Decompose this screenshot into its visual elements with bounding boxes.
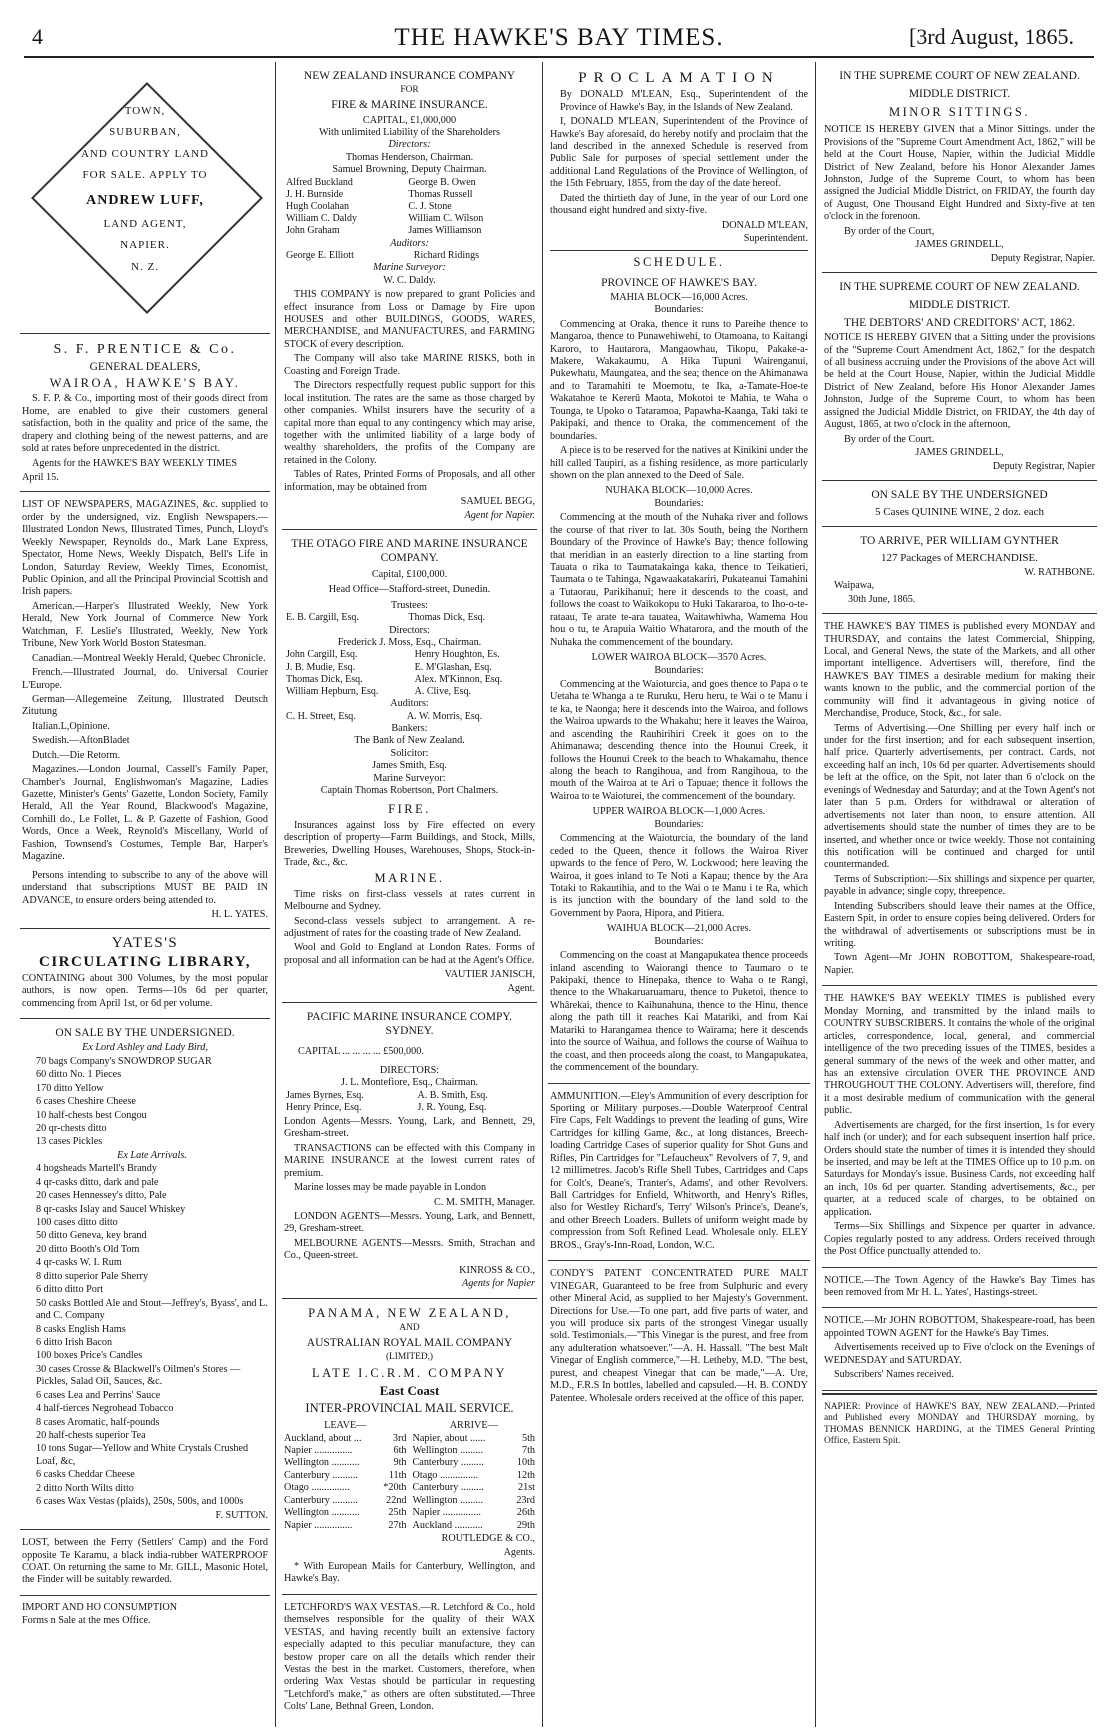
otago-directors-table xyxy=(284,649,535,698)
court2-order: By order of the Court. xyxy=(844,433,935,445)
otago-office: Head Office—Stafford-street, Dunedin. xyxy=(328,584,491,596)
column-3 xyxy=(548,62,810,1727)
court-debtors-creditors xyxy=(822,273,1097,481)
prentice-heading: S. F. PRENTICE & Co. xyxy=(53,342,237,357)
boundaries-label: Boundaries: xyxy=(654,818,704,830)
lower-wairoa-body: Commencing at the Waioturcia, and goes thence to Papa o te Uetaha te Whanga a te Ruruku, Heru heru, te Wai o te Manu i te ka, te Naonga; here it descends into the Wairoa, and follows the Wairoa upwards to the Whakahu; here it leaves the Wairoa, and ascending the Rauhirihiri Creek it goes on to the Ahimanawa; descending thence into the Hounui Creek, it follows the Hounui Creek to the beach to Whakamahu, thence along the beach to Rangihoua, and from Rangihoua, to the mouth of the Wairoa at te Ari o Tapuae; thence it follows the Wairoa to te Waioturei, the commencement of the boundary. xyxy=(550,678,808,802)
otago-marine-head: MARINE. xyxy=(374,871,445,886)
leave-day: 3rd xyxy=(392,1432,407,1444)
sutton-item: 20 ditto Booth's Old Tom xyxy=(36,1243,140,1255)
column-2 xyxy=(282,62,537,1727)
director: J. H. Burnside xyxy=(286,188,344,200)
director: John Cargill, Esq. xyxy=(286,649,358,661)
arrive-day: 29th xyxy=(516,1519,535,1531)
nuhaka-body: Commencing at the mouth of the Nuhaka river and follows the course of that river to lat. 30s South, being the Northern Boundary of the Province of Hawke's Bay; thence following that meridian in an easterly direction to a line starting from Tauata o rika to Taumatakainga kaka, thence to Teikatieri, Taumata o te Tahinga, Ngawaakatakariri, Pukateanui Tamahini a Tutaorau, Parikihanui; here it descends to the coast, and follows the coast to Waikokopu to Huki Takararoa, to Iho-o-te-rataau, Te arate te-ara tauatea, Waitawhiwha, Wamema Hou hou o tu, te Arapuia Waitio Whatarora, and the mouth of the Nuhaka the commencement of the boundary. xyxy=(550,512,808,648)
pacific-manager: C. M. SMITH, Manager. xyxy=(433,1196,535,1208)
trustee: E. B. Cargill, Esq. xyxy=(286,612,359,624)
times-p3: Terms of Subscription:—Six shillings and sixpence per quarter, payable in advance; single copy, threepence. xyxy=(824,873,1095,898)
director: C. J. Stone xyxy=(408,201,452,213)
prentice-place: WAIROA, HAWKE'S BAY. xyxy=(49,376,241,391)
weekly-p3: Terms—Six Shillings and Sixpence per quarter in advance. Copies regularly posted to any address. Orders received through the Post Office punctually attended to. xyxy=(824,1221,1095,1258)
notice2-body2: Advertisements received up to Five o'clock on the Evenings of WEDNESDAY and SATURDAY. xyxy=(824,1342,1095,1366)
times-p4: Intending Subscribers should leave their names at the Office, Eastern Spit, in order to ensure copies being delivered. Orders for the withdrawal of advertisements or subscriptions must be in writing. xyxy=(824,900,1095,950)
import-body: Forms n Sale at the mes Office. xyxy=(22,1615,151,1627)
times-p1: THE HAWKE'S BAY TIMES is published every MONDAY and THURSDAY, and contains the latest Commercial, Shipping, Local, and General News, the state of the Markets, and all other important intelligence. Advertisers will, therefore, find the HAWKE'S BAY TIMES a desirable medium for making their wants known to the public, and the commercial portion of the community will find it advantageous in giving notice of Merchandise, Produce, Stock, &c., for sale. xyxy=(824,621,1095,720)
leave-day: 6th xyxy=(393,1445,407,1456)
director: James Byrnes, Esq. xyxy=(286,1089,364,1101)
sutton-advert xyxy=(20,1019,270,1530)
sutton-item: 20 cases Hennessey's ditto, Pale xyxy=(36,1190,167,1202)
newspapers-american: American.—Harper's Illustrated Weekly, New York Herald, New York Journal of Commerce New York Watchman, F. Leslie's Illustrated, Weekly, New York Tribune, New York World Boston Statesman. xyxy=(22,600,268,650)
notice2-body: NOTICE.—Mr JOHN ROBOTTOM, Shakespeare-road, has been appointed TOWN AGENT for the Hawke's Bay Times. xyxy=(824,1315,1095,1339)
boundaries-label: Boundaries: xyxy=(654,497,704,509)
nzins-surveyor: W. C. Daldy. xyxy=(383,274,436,286)
notice-agency-removed xyxy=(822,1268,1097,1309)
newspapers-swedish: Swedish.—AftonBladet xyxy=(32,735,130,747)
arrive-port: Wellington ......... xyxy=(412,1494,483,1506)
quinine-heading: ON SALE BY THE UNDERSIGNED xyxy=(871,488,1048,501)
arrive-day: 21st xyxy=(518,1482,535,1494)
luff-line: FOR SALE. APPLY TO xyxy=(82,169,208,182)
arrive-heading: ARRIVE— xyxy=(449,1420,498,1432)
column-rule xyxy=(542,62,543,1727)
newspapers-advert xyxy=(20,492,270,929)
arrive-day: 7th xyxy=(521,1445,535,1456)
sutton-item: 4 qr-casks W. I. Rum xyxy=(36,1257,122,1269)
nzins-deputy: Samuel Browning, Deputy Chairman. xyxy=(332,164,487,176)
gynther-sign: W. RATHBONE. xyxy=(1024,566,1095,578)
arrive-day: 5th xyxy=(521,1432,535,1444)
sutton-ship: Ex Lord Ashley and Lady Bird, xyxy=(82,1042,208,1054)
leave-list xyxy=(284,1420,407,1532)
nzins-p4: Tables of Rates, Printed Forms of Proposals, and all other information, may be obtained from xyxy=(284,469,535,493)
leave-heading: LEAVE— xyxy=(324,1420,367,1432)
quinine-body: 5 Cases QUININE WINE, 2 doz. each xyxy=(874,505,1045,518)
proc-sign2: Superintendent. xyxy=(743,233,808,245)
quinine-advert xyxy=(822,481,1097,527)
imprint xyxy=(822,1393,1097,1456)
otago-heading: THE OTAGO FIRE AND MARINE INSURANCE COMPANY. xyxy=(291,538,528,565)
sutton-item: 70 bags Company's SNOWDROP SUGAR xyxy=(36,1055,212,1067)
nzins-sign2: Agent for Napier. xyxy=(464,509,535,521)
leave-port: Napier ............... xyxy=(284,1445,353,1456)
prentice-body: S. F. P. & Co., importing most of their goods direct from Home, are enabled to give their customers general satisfaction, both in the quality and price of the same, the drapery and clothing being of the newest patterns, and are sold at rates before unprecedented in the district. xyxy=(22,393,268,455)
ammunition-advert xyxy=(548,1084,810,1262)
newspapers-sign: H. L. YATES. xyxy=(211,908,268,920)
director: Alfred Buckland xyxy=(286,176,353,188)
otago-solicitor-head: Solicitor: xyxy=(390,747,429,759)
arrive-day: 26th xyxy=(516,1507,535,1519)
times-terms xyxy=(822,614,1097,986)
pacific-sign2: Agents for Napier xyxy=(461,1278,535,1290)
upper-wairoa-heading: UPPER WAIROA BLOCK—1,000 Acres. xyxy=(592,806,766,818)
court1-minor: MINOR SITTINGS. xyxy=(889,105,1030,120)
import-heading: IMPORT AND HO CONSUMPTION xyxy=(22,1601,178,1613)
prentice-date: April 15. xyxy=(22,471,59,483)
director: Henry Prince, Esq. xyxy=(286,1101,362,1113)
yates-body: CONTAINING about 300 Volumes, by the most popular authors, is now open. Terms—10s 6d per quarter, commencing from April 1st, or 6d per volume. xyxy=(22,973,268,1009)
sutton-item: 6 cases Wax Vestas (plaids), 250s, 500s, and 1000s xyxy=(36,1496,244,1508)
nzins-directors-table xyxy=(284,177,535,238)
leave-day: 9th xyxy=(393,1457,407,1469)
court1-sign: JAMES GRINDELL, xyxy=(915,239,1004,251)
panama-mail-advert xyxy=(282,1299,537,1595)
panama-and: AND xyxy=(399,1322,420,1333)
pacific-p1: TRANSACTIONS can be effected with this Company in MARINE INSURANCE at the lowest current rates of premium. xyxy=(284,1142,535,1179)
lower-wairoa-heading: LOWER WAIROA BLOCK—3570 Acres. xyxy=(591,652,767,664)
court2-sign2: Deputy Registrar, Napier xyxy=(992,460,1095,472)
pacific-p4: MELBOURNE AGENTS—Messrs. Smith, Strachan and Co., Queen-street. xyxy=(284,1237,535,1262)
otago-fire: Insurances against loss by Fire effected on every description of property—Farm Buildings, and Stock, Mills, Breweries, Dwelling Houses, Warehouses, Shops, Stock-in-Trade, &c., &c. xyxy=(284,819,535,868)
otago-sign2: Agent. xyxy=(507,982,535,994)
sutton-sign: F. SUTTON. xyxy=(215,1509,268,1521)
panama-schedule xyxy=(284,1420,535,1532)
panama-service: INTER-PROVINCIAL MAIL SERVICE. xyxy=(305,1400,514,1415)
gynther-body: 127 Packages of MERCHANDISE. xyxy=(880,552,1039,565)
director: William Hepburn, Esq. xyxy=(286,685,379,697)
import-forms-advert xyxy=(20,1596,270,1635)
proclamation xyxy=(548,62,810,1084)
page-number: 4 xyxy=(32,24,43,49)
leave-day: 11th xyxy=(388,1469,407,1481)
sutton-item: 10 tons Sugar—Yellow and White Crystals Crushed Loaf, &c, xyxy=(36,1443,249,1467)
leave-port: Wellington ........... xyxy=(284,1507,360,1519)
director: Thomas Russell xyxy=(408,188,473,200)
pacific-p2: Marine losses may be made payable in London xyxy=(294,1182,487,1194)
arrive-list xyxy=(413,1420,536,1532)
nzins-for: FOR xyxy=(400,85,419,96)
otago-surveyor: Captain Thomas Robertson, Port Chalmers. xyxy=(320,784,499,796)
panama-sign: ROUTLEDGE & CO., xyxy=(441,1533,535,1545)
luff-line: AND COUNTRY LAND xyxy=(80,147,210,160)
waihua-heading: WAIHUA BLOCK—21,000 Acres. xyxy=(606,923,752,935)
panama-late: LATE I.C.R.M. COMPANY xyxy=(311,1365,508,1380)
sutton-item: 30 cases Crosse & Blackwell's Oilmen's Stores —Pickles, Salad Oil, Sauces, &c. xyxy=(36,1363,241,1388)
boundaries-label: Boundaries: xyxy=(654,304,704,316)
director: A. Clive, Esq. xyxy=(414,685,472,697)
sutton-item: 4 half-tierces Negrohead Tobacco xyxy=(36,1403,174,1415)
newspapers-canadian: Canadian.—Montreal Weekly Herald, Quebec Chronicle. xyxy=(32,652,266,664)
panama-east-coast: East Coast xyxy=(379,1383,440,1399)
prentice-advert xyxy=(20,334,270,492)
masthead xyxy=(24,18,1094,58)
luff-country: N. Z. xyxy=(131,260,159,273)
sutton-item: 100 cases ditto ditto xyxy=(36,1217,118,1229)
proc-by: By DONALD M'LEAN, Esq., Superintendent of the Province of Hawke's Bay, in the Islands of New Zealand. xyxy=(560,89,808,113)
weekly-p1: THE HAWKE'S BAY WEEKLY TIMES is published every Monday Morning, and transmitted by the inland mails to COUNTRY SUBSCRIBERS. It contains the whole of the original articles, correspondence, local, general, and commercial intelligence of the two preceding issues of the TIMES, besides a general summary of the news of the week and other matter, and has an extensive circulation OVER THE PROVINCE AND THROUGHOUT THE COLONY. Advertisers will, therefore, find it a most desirable medium of communication with the general public. xyxy=(824,993,1095,1117)
court1-sign2: Deputy Registrar, Napier. xyxy=(990,252,1095,264)
condy-advert xyxy=(548,1261,810,1413)
times-p2: Terms of Advertising.—One Shilling per every half inch or under for the first insertion; and for each subsequent insertion, half price. Quarterly advertisements, per contract. Cards, not exceeding half an inch, 10s 6d per quarter. Advertisements should be left at the office, on the Spit, not later than 6 o'clock on the evenings of Wednesday and Saturday; and at the Town Agent's not later than 5 p.m. Orders for withdrawal or alteration of advertisements not later than noon, to ensure attention. All advertisements should state the number of times they are to be inserted, and whether once or twice weekly. Those not containing this notification will be continued and charged for until countermanded. xyxy=(824,722,1095,871)
sutton-item: 6 ditto ditto Port xyxy=(36,1284,104,1296)
sutton-item: 10 half-chests best Congou xyxy=(36,1109,147,1121)
luff-advert xyxy=(20,62,270,334)
director: J. R. Young, Esq. xyxy=(417,1101,487,1113)
upper-wairoa-body: Commencing at the Waioturcia, the boundary of the land ceded to the Queen, thence it follows the Wairoa River upwards to the fence of Pero, W. Lockwood; here leaving the Wairoa, it goes inland to Te Noti a Kapau; thence by the Ara Totaki to Rakautihia, and to the Wai o te Manu i te Ra, which is its junction with the boundary of the land sold to the Government by Paora, Hipora, and Pitiera. xyxy=(550,833,808,919)
trustee: Thomas Dick, Esq. xyxy=(408,612,486,624)
arrive-port: Canterbury ......... xyxy=(412,1457,484,1469)
proc-schedule: SCHEDULE. xyxy=(550,250,808,270)
nzins-directors-head: Directors: xyxy=(388,139,431,151)
luff-name: ANDREW LUFF, xyxy=(86,192,204,208)
court1-heading: IN THE SUPREME COURT OF NEW ZEALAND. xyxy=(839,70,1080,82)
otago-auditors-head: Auditors: xyxy=(390,698,429,710)
leave-port: Wellington ........... xyxy=(284,1457,360,1469)
nzins-sign: SAMUEL BEGG, xyxy=(460,496,535,508)
arrive-port: Napier ............... xyxy=(412,1507,481,1519)
nzins-auditors-table xyxy=(284,250,535,262)
ammunition-body: AMMUNITION.—Eley's Ammunition of every description for Sporting or Military purposes.—Double Waterproof Central Fire Caps, Felt Waddings to prevent the leading of guns, Wire Cartridges for killing Game, &c., at long distances, Breech-loading Cartridge Cases of superior quality for Shot Guns and Rifles, Pin Cartridges for "Lefaucheux" Revolvers of 7, 9, and 12 millimetres. Jacob's Rifle Shell Tubes, Cartridges and Caps for Colt's, Deane's, Tranter's, Adams', and other Revolvers. Ball Cartridges for Enfield, Whitworth, and Henry's Rifles, also for Westley Richard's, Terry' Wilson's Prince's, Deane's, and other Breech Loaders. Bullets of uniform weight made by compression from Soft Refined Lead. Wholesale only. ELEY BROS., Gray's-Inn-Road, London, W.C. xyxy=(550,1090,808,1251)
sutton-item: 20 qr-chests ditto xyxy=(36,1122,107,1134)
panama-note: * With European Mails for Canterbury, Wellington, and Hawke's Bay. xyxy=(284,1560,535,1585)
sutton-item: 8 qr-casks Islay and Saucel Whiskey xyxy=(36,1203,186,1215)
otago-bankers: The Bank of New Zealand. xyxy=(354,735,465,747)
weekly-p2: Advertisements are charged, for the first insertion, 1s for every half inch (or under); and for each subsequent insertion half price. Orders should state the number of times it is intended they should be inserted, and may be left at the TIMES Office up to 10 p.m. on Saturdays for Monday's issue. Business Cards, not exceeding half an inch, 10s 6d per quarter. Standing advertisements, &c., per quarter, at a reduced scale of charges, to be obtained on application. xyxy=(824,1119,1095,1218)
proc-sign: DONALD M'LEAN, xyxy=(721,219,808,231)
otago-directors-head: Directors: xyxy=(389,624,430,636)
column-4 xyxy=(822,62,1097,1727)
otago-auditors-table xyxy=(284,711,535,723)
notice1-body: NOTICE.—The Town Agency of the Hawke's Bay Times has been removed from Mr H. L. Yates', Hastings-street. xyxy=(824,1274,1095,1298)
arrive-port: Otago ............... xyxy=(412,1469,479,1481)
column-rule xyxy=(275,62,276,1727)
leave-port: Otago ............... xyxy=(284,1482,350,1494)
lost-body: LOST, between the Ferry (Settlers' Camp) and the Ford opposite Te Karamu, a black india-rubber WATERPROOF COAT. On returning the same to Mr. GILL, Masonic Hotel, the Finder will be suitably rewarded. xyxy=(22,1537,268,1586)
panama-sub: AUSTRALIAN ROYAL MAIL COMPANY xyxy=(306,1337,513,1350)
condy-body: CONDY'S PATENT CONCENTRATED PURE MALT VINEGAR, Guaranteed to be free from Sulphuric and every other Mineral Acid, as supplied to her Majesty's Government. Directions for Use.—To one part, add five parts of water, and you will produce six parts of the strongest Vinegar usually sold. Testimonials.—"This Vinegar is the purest, and free from any adulteration whatsoever."—A. H. Hassall. "The best Malt Vinegar of English commerce,"—H. Letheby, M.D. "The best, purest, and cheapest Vinegar that can be made,"—A. Ure, M.D., F.R.S In bottles, labelled and capsuled.—H. B. CONDY Patentee. Wholesale orders received at the office of this paper. xyxy=(550,1268,808,1404)
sutton-item: 4 hogsheads Martell's Brandy xyxy=(36,1163,157,1175)
arrive-port: Canterbury ......... xyxy=(412,1482,484,1494)
otago-surveyor-head: Marine Surveyor: xyxy=(373,772,446,784)
waihua-body: Commencing on the coast at Mangapukatea thence proceeds inland ascending to Waiorangi thence to Taumaro o te Pakipaki, thence to Hinepaka, thence to Waha o te Rangi, thence to the Whakaruaruamaru, thence to Puketoi, thence to Whārekai, thence to Kaihunahuna, thence to the Hinu, thence along the path till it reaches Kai Matariki, and from Kai Matariki to Harangamea thence to Wairama; here it descends into the source of Waihua, and follows the course of Waihua to the coast, and then proceeds along the coast, to Mangapukatea, the commencement of the boundary. xyxy=(550,950,808,1074)
yates-heading: YATES'S xyxy=(111,935,179,952)
nzins-p2: The Company will also take MARINE RISKS, both in Coasting and Foreign Trade. xyxy=(284,353,535,377)
nuhaka-heading: NUHAKA BLOCK—10,000 Acres. xyxy=(605,485,753,497)
nzins-surveyor-head: Marine Surveyor: xyxy=(373,262,446,274)
newspapers-french: French.—Illustrated Journal, do. Universal Courier L'Europe. xyxy=(22,667,268,691)
arrive-day: 23rd xyxy=(516,1494,535,1506)
auditor: A. W. Morris, Esq. xyxy=(406,710,483,722)
sutton-item: 8 casks English Hams xyxy=(36,1323,126,1335)
otago-bankers-head: Bankers: xyxy=(391,722,428,734)
proc-body: I, DONALD M'LEAN, Superintendent of the Province of Hawke's Bay aforesaid, do hereby notify and proclaim that the land described in the annexed Schedule is reserved from Public Sale for purposes of special settlement under the additional Land Regulations of the Province of Wellington, of the 15th February, 1855, from the day of the date hereof. xyxy=(550,116,808,190)
lost-coat-advert xyxy=(20,1530,270,1596)
prentice-agents: Agents for the HAWKE'S BAY WEEKLY TIMES xyxy=(32,457,238,469)
otago-m1: Time risks on first-class vessels at rates current in Melbourne and Sydney. xyxy=(284,888,535,913)
gynther-advert xyxy=(822,527,1097,614)
sutton-item: 100 boxes Price's Candles xyxy=(36,1350,143,1362)
issue-date: [3rd August, 1865. xyxy=(909,24,1074,49)
sutton-item: 8 cases Aromatic, half-pounds xyxy=(36,1416,160,1428)
leave-port: Canterbury .......... xyxy=(284,1469,358,1481)
director: Alex. M'Kinnon, Esq. xyxy=(414,673,503,685)
otago-m2: Second-class vessels subject to arrangement. A re-adjustment of rates for the coasting trade of New Zealand. xyxy=(284,915,535,939)
yates-sub: CIRCULATING LIBRARY, xyxy=(38,953,251,970)
otago-chairman: Frederick J. Moss, Esq., Chairman. xyxy=(337,636,482,648)
nzins-p3: The Directors respectfully request public support for this local institution. The rates are the same as those charged by other companies. Whilst insurers have the security of a capital more than equal to any contingency which may arise, together with the unlimited liability of a large body of wealthy shareholders, the profits of the Company are retained in the Colony. xyxy=(284,380,535,466)
column-1 xyxy=(20,62,270,1727)
leave-port: Auckland, about ... xyxy=(284,1432,362,1444)
sutton-item: 13 cases Pickles xyxy=(36,1136,103,1148)
luff-line: SUBURBAN, xyxy=(109,126,181,139)
court2-sign: JAMES GRINDELL, xyxy=(915,447,1004,459)
newspapers-german: German—Allegemeine Zeitung, Illustrated Deutsch Zitutung xyxy=(22,693,268,718)
sutton-item: 50 ditto Geneva, key brand xyxy=(36,1230,147,1242)
newspapers-body: LIST OF NEWSPAPERS, MAGAZINES, &c. supplied to order by the undersigned, viz. English Newspapers.—Illustrated London News, Illustrated Times, Punch, Lloyd's Weekly Newspaper, Reynolds do., Mark Lane Express, Spectator, Home News, Weekly Dispatch, Bell's Life in London, Saturday Review, Weekly Times, Economist, Public Opinion, and all the Principal Provincial Scottish and Irish papers. xyxy=(22,499,268,598)
sutton-item: 4 qr-casks ditto, dark and pale xyxy=(36,1176,159,1188)
leave-day: *20th xyxy=(383,1482,407,1494)
court2-body: NOTICE IS HEREBY GIVEN that a Sitting under the provisions of the "Supreme Court Amendment Act, 1862," for the despatch of all business accruing under the Provisions of the above Act will be held at the Court House, Napier, within the Judicial Middle District of New Zealand, before His Honor Alexander James Johnston, Judge of the Supreme Court, to whom has been assigned the Judicial Middle District, on FRIDAY, the 4th day of August, 1865, at two o'clock in the afternoon, xyxy=(824,332,1095,431)
mahia-heading: MAHIA BLOCK—16,000 Acres. xyxy=(610,291,748,303)
sutton-item: 6 casks Cheddar Cheese xyxy=(36,1469,135,1481)
mahia-body: Commencing at Oraka, thence it runs to Pareihe thence to Mangaroa, thence to Punawehiwehi, to Otamoana, to Kaitangi Karoro, to Hautarora, Mangaowhau, Tikopu, Pakake-a-Makere, Wakakaumu, A Hika Tupuni Wairenganui, Pukewhatu, Maungatea, and the sea; thence on the Ahimanawa and to Taramahiti te Moemotu, te Ika, a-Tamate-Hoe-te Wakatahoe te Kererū Maota, Mokotoi te Mahia, te Waha o Tounga, te Upoko o Tataramoa, Papawha-Kaanga, Taki taki te Pakipaki, and thence to Oraka, the commencement of the boundaries. xyxy=(550,318,808,442)
nzins-p1: THIS COMPANY is now prepared to grant Policies and effect insurance from Loss or Damage by Fire upon HOUSES and other BUILDINGS, GOODS, WARES, MERCHANDISE, and MANUFACTURES, and FARMING STOCK of every description. xyxy=(284,289,535,350)
sutton-item: 170 ditto Yellow xyxy=(36,1082,104,1094)
arrive-day: 10th xyxy=(516,1457,535,1469)
director: Hugh Coolahan xyxy=(286,201,350,213)
auditor: Richard Ridings xyxy=(413,250,480,262)
otago-fire-head: FIRE. xyxy=(388,802,431,817)
leave-day: 22nd xyxy=(386,1494,407,1506)
sutton-item: 8 ditto superior Pale Sherry xyxy=(36,1270,149,1282)
panama-limited: (LIMITED,) xyxy=(385,1352,434,1363)
court2-heading: IN THE SUPREME COURT OF NEW ZEALAND. xyxy=(839,281,1080,294)
director: George B. Owen xyxy=(408,176,476,188)
notice2-body3: Subscribers' Names received. xyxy=(834,1369,954,1381)
imprint-body: NAPIER: Province of HAWKE'S BAY, NEW ZEALAND.—Printed and Published every MONDAY and THURSDAY morning, by THOMAS BENNICK HARDING, at the TIMES General Printing Office, Eastern Spit. xyxy=(824,1401,1095,1447)
sutton-item: 6 ditto Irish Bacon xyxy=(36,1336,113,1348)
sutton-item: 6 cases Lea and Perrins' Sauce xyxy=(36,1389,161,1401)
proc-heading: PROCLAMATION xyxy=(578,70,780,86)
pacific-insurance-advert xyxy=(282,1003,537,1298)
director: J. B. Mudie, Esq. xyxy=(286,661,356,673)
newspapers-italian: Italian.L,Opinione. xyxy=(32,720,110,732)
sutton-arrivals: Ex Late Arrivals. xyxy=(117,1149,187,1161)
yates-library-advert xyxy=(20,929,270,1019)
newspaper-title: THE HAWKE'S BAY TIMES. xyxy=(394,24,724,51)
sutton-heading: ON SALE BY THE UNDERSIGNED. xyxy=(55,1027,235,1040)
arrive-port: Wellington ......... xyxy=(412,1445,483,1456)
leave-day: 27th xyxy=(388,1519,407,1531)
weekly-times-terms xyxy=(822,986,1097,1267)
newspapers-dutch: Dutch.—Die Retorm. xyxy=(32,749,120,761)
sutton-items xyxy=(22,1056,268,1509)
pacific-capital: CAPITAL ... ... ... ... £500,000. xyxy=(298,1046,424,1058)
otago-capital: Capital, £100,000. xyxy=(371,569,448,581)
director: James Williamson xyxy=(408,225,482,237)
director: Henry Houghton, Es. xyxy=(414,649,500,661)
auditor: C. H. Street, Esq. xyxy=(286,710,356,722)
court1-district: MIDDLE DISTRICT. xyxy=(908,88,1011,101)
otago-m3: Wool and Gold to England at London Rates. Forms of proposal and all information can be had at the Agent's Office. xyxy=(284,942,535,966)
court-minor-sittings xyxy=(822,62,1097,273)
court1-order: By order of the Court, xyxy=(844,225,935,237)
letchford-body: LETCHFORD'S WAX VESTAS.—R. Letchford & Co., hold themselves responsible for the quality of their WAX VESTAS, and having recently built an extensive factory especially adapted to this peculiar manufacture, they can bestow proper care on all the details which render their Vestas the best in the market. Customers, therefore, when ordering Wax Vestas should be particular in requesting "Letchford's make," as others are often substituted.—Three Colts' Lane, Bethnal Green, London. xyxy=(284,1601,535,1713)
nzins-auditors-head: Auditors: xyxy=(390,237,429,249)
leave-day: 25th xyxy=(388,1507,407,1519)
gynther-place: Waipawa, xyxy=(834,580,875,592)
panama-heading: PANAMA, NEW ZEALAND, xyxy=(308,1305,511,1320)
panama-sign2: Agents. xyxy=(503,1546,535,1558)
nzins-sub: FIRE & MARINE INSURANCE. xyxy=(331,99,488,112)
notice-town-agent xyxy=(822,1308,1097,1390)
boundaries-label: Boundaries: xyxy=(654,935,704,947)
nzins-heading: NEW ZEALAND INSURANCE COMPANY xyxy=(303,70,516,82)
court2-act: THE DEBTORS' AND CREDITORS' ACT, 1862. xyxy=(843,317,1076,330)
otago-trustees-table xyxy=(284,612,535,624)
pacific-directors-head: DIRECTORS: xyxy=(379,1064,440,1076)
luff-role: LAND AGENT, xyxy=(103,218,187,231)
pacific-heading: PACIFIC MARINE INSURANCE COMPY. SYDNEY. xyxy=(306,1011,513,1038)
otago-solicitor: James Smith, Esq. xyxy=(372,760,447,772)
luff-diamond-frame xyxy=(30,71,260,321)
newspapers-magazines: Magazines.—London Journal, Cassell's Family Paper, Chamber's Journal, Englishwoman's Magazine, Ladies Gazette, Minister's Gents' Gazette, London Society, Family Herald, All the Year Round, Blackwood's Magazine, Cornhill do., Le Follet, L. & P. Gazette of Fashion, Good Words, Once a Week, Reynold's Miscellany, World of Fashion, Townsend's Costumes, Temple Bar, Harper's Magazine. xyxy=(22,764,268,863)
pacific-p3: LONDON AGENTS—Messrs. Young, Lark, and Bennett, 29, Gresham-street. xyxy=(284,1210,535,1235)
pacific-chairman: J. L. Montefiore, Esq., Chairman. xyxy=(341,1077,478,1089)
sutton-item: 60 ditto No. 1 Pieces xyxy=(36,1069,122,1081)
sutton-item: 6 cases Cheshire Cheese xyxy=(36,1096,136,1108)
pacific-directors-table xyxy=(284,1090,535,1114)
director: William C. Wilson xyxy=(408,213,484,225)
proc-province: PROVINCE OF HAWKE'S BAY. xyxy=(601,276,757,289)
gynther-date: 30th June, 1865. xyxy=(848,593,916,605)
court1-body: NOTICE IS HEREBY GIVEN that a Minor Sittings. under the Provisions of the "Supreme Court Amendment Act, 1862," will be held at the Court House, Napier, within the Judicial Middle District of New Zealand, before his Honor Alexander James Johnston, Judge of the Supreme Court, to whom has been assigned the Judicial Middle District, on FRIDAY, the fourth day of August, One Thousand Eight Hundred and Sixty-five at ten o'clock in the forenoon. xyxy=(824,124,1095,223)
director: A. B. Smith, Esq. xyxy=(417,1089,488,1101)
otago-insurance-advert xyxy=(282,530,537,1003)
court2-district: MIDDLE DISTRICT. xyxy=(908,299,1011,312)
newspapers-terms: Persons intending to subscribe to any of the above will understand that subscriptions MUST BE PAID IN ADVANCE, to ensure orders being attended to. xyxy=(22,869,268,906)
nz-insurance-advert xyxy=(282,62,537,530)
director: John Graham xyxy=(286,225,340,237)
proc-dated: Dated the thirtieth day of June, in the year of our Lord one thousand eight hundred and sixty-five. xyxy=(550,192,808,217)
sutton-item: 50 casks Bottled Ale and Stout—Jeffrey's, Byass', and L. and C. Company xyxy=(36,1297,268,1322)
nzins-liability: With unlimited Liability of the Shareholders xyxy=(319,126,500,138)
luff-place: NAPIER. xyxy=(120,239,170,252)
nzins-capital: CAPITAL, £1,000,000 xyxy=(362,114,457,126)
nzins-chairman: Thomas Henderson, Chairman. xyxy=(345,151,474,163)
column-rule xyxy=(815,62,816,1727)
pacific-london: London Agents—Messrs. Young, Lark, and Bennett, 29, Gresham-street. xyxy=(284,1115,535,1140)
otago-sign: VAUTIER JANISCH, xyxy=(444,969,535,981)
prentice-sub: GENERAL DEALERS, xyxy=(89,361,201,374)
leave-port: Napier ............... xyxy=(284,1519,353,1531)
times-p5: Town Agent—Mr JOHN ROBOTTOM, Shakespeare-road, Napier. xyxy=(824,952,1095,976)
boundaries-label: Boundaries: xyxy=(654,664,704,676)
otago-trustees-head: Trustees: xyxy=(391,599,428,611)
arrive-day: 12th xyxy=(516,1469,535,1481)
director: E. M'Glashan, Esq. xyxy=(414,661,492,673)
mahia-reserve: A piece is to be reserved for the natives at Kinikini under the hill called Taupiri, as a fishing residence, as more particularly shown on the plan annexed to the Deed of Sale. xyxy=(550,445,808,481)
arrive-port: Napier, about ...... xyxy=(412,1432,486,1444)
sutton-item: 2 ditto North Wilts ditto xyxy=(36,1482,134,1494)
letchford-advert xyxy=(282,1595,537,1722)
leave-port: Canterbury .......... xyxy=(284,1494,358,1506)
luff-line: TOWN, xyxy=(124,105,166,117)
sutton-item: 20 half-chests superior Tea xyxy=(36,1430,146,1442)
arrive-port: Auckland ........... xyxy=(412,1519,483,1531)
auditor: George E. Elliott xyxy=(286,250,354,262)
director: William C. Daldy xyxy=(286,213,357,225)
gynther-heading: TO ARRIVE, PER WILLIAM GYNTHER xyxy=(860,535,1059,548)
director: Thomas Dick, Esq. xyxy=(286,673,363,685)
pacific-sign: KINROSS & CO., xyxy=(459,1264,535,1276)
